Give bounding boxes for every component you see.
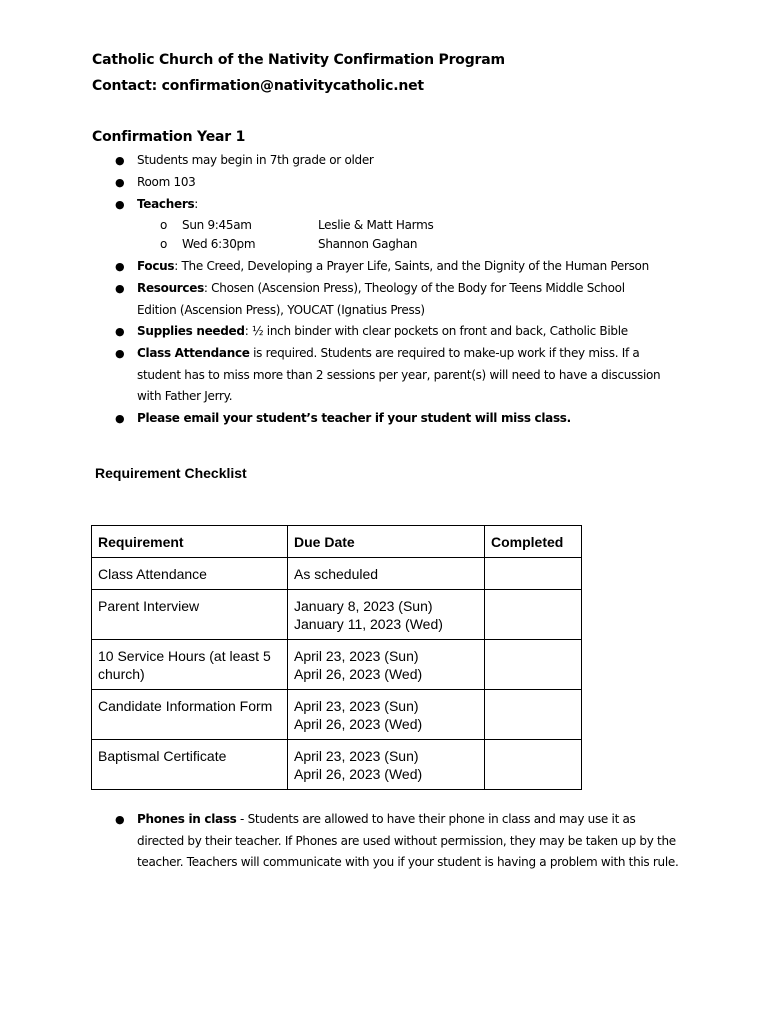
due-date-cell: As scheduled xyxy=(288,558,485,590)
column-header-due-date: Due Date xyxy=(288,526,485,558)
table-row xyxy=(92,558,582,590)
bullet-icon: ● xyxy=(115,198,125,211)
bullet-grade xyxy=(115,150,697,172)
column-header-completed: Completed xyxy=(485,526,582,558)
checklist-title: Requirement Checklist xyxy=(95,465,247,481)
circle-bullet-icon: o xyxy=(160,237,168,251)
bullet-icon: ● xyxy=(115,813,125,826)
table-row xyxy=(92,690,582,740)
bullet-icon: ● xyxy=(115,412,125,425)
completed-cell[interactable] xyxy=(485,558,582,590)
requirement-cell: Parent Interview xyxy=(92,590,288,640)
bullet-text: Room 103 xyxy=(137,175,196,189)
document-title: Catholic Church of the Nativity Confirmation Program xyxy=(92,52,505,68)
teacher-time: Wed 6:30pm xyxy=(182,237,256,251)
email-note: Please email your student’s teacher if your student will miss class. xyxy=(137,411,571,425)
bullet-attendance xyxy=(115,343,667,408)
requirement-table xyxy=(91,525,582,790)
requirement-cell: 10 Service Hours (at least 5 church) xyxy=(92,640,288,690)
bullet-supplies xyxy=(115,321,697,343)
column-header-requirement: Requirement xyxy=(92,526,288,558)
phones-label: Phones in class xyxy=(137,812,237,826)
table-row xyxy=(92,740,582,790)
teacher-names: Leslie & Matt Harms xyxy=(318,218,434,232)
supplies-text: : ½ inch binder with clear pockets on front and back, Catholic Bible xyxy=(244,324,628,338)
bullet-room xyxy=(115,172,697,194)
phones-text: - Students are allowed to have their phone in class and may use it as directed by their teacher. If Phones are used without permission, they may be taken up by the teacher. Teachers will communicate with you if your student is having a problem with this rule. xyxy=(137,812,679,869)
bullet-focus xyxy=(115,256,697,278)
bullet-icon: ● xyxy=(115,282,125,295)
requirement-cell: Class Attendance xyxy=(92,558,288,590)
requirement-cell: Baptismal Certificate xyxy=(92,740,288,790)
focus-label: Focus xyxy=(137,259,175,273)
completed-cell[interactable] xyxy=(485,690,582,740)
bullet-teachers: ● Teachers: xyxy=(137,194,697,216)
resources-label: Resources xyxy=(137,281,204,295)
completed-cell[interactable] xyxy=(485,590,582,640)
due-date-cell: January 8, 2023 (Sun) January 11, 2023 (Wed) xyxy=(288,590,485,640)
bullet-resources xyxy=(115,278,662,321)
teacher-row xyxy=(160,237,418,251)
teacher-row xyxy=(160,218,434,232)
bullet-icon: ● xyxy=(115,347,125,360)
table-row xyxy=(92,590,582,640)
bullet-phones xyxy=(115,809,682,874)
teachers-label: Teachers xyxy=(137,197,195,211)
due-date-cell: April 23, 2023 (Sun) April 26, 2023 (Wed) xyxy=(288,740,485,790)
completed-cell[interactable] xyxy=(485,640,582,690)
bullet-icon: ● xyxy=(115,154,125,167)
resources-text: : Chosen (Ascension Press), Theology of the Body for Teens Middle School Edition (Ascension Press), YOUCAT (Ignatius Press) xyxy=(137,281,625,317)
attendance-text: is required. Students are required to make-up work if they miss. If a student has to miss more than 2 sessions per year, parent(s) will need to have a discussion with Father Jerry. xyxy=(137,346,661,403)
contact-line: Contact: confirmation@nativitycatholic.net xyxy=(92,78,424,94)
circle-bullet-icon: o xyxy=(160,218,168,232)
bullet-icon: ● xyxy=(115,260,125,273)
due-date-cell: April 23, 2023 (Sun) April 26, 2023 (Wed) xyxy=(288,690,485,740)
supplies-label: Supplies needed xyxy=(137,324,245,338)
section-title: Confirmation Year 1 xyxy=(92,129,246,145)
completed-cell[interactable] xyxy=(485,740,582,790)
focus-text: : The Creed, Developing a Prayer Life, Saints, and the Dignity of the Human Person xyxy=(174,259,649,273)
teacher-names: Shannon Gaghan xyxy=(318,237,418,251)
bullet-icon: ● xyxy=(115,176,125,189)
bullet-icon: ● xyxy=(115,325,125,338)
bullet-email-note xyxy=(115,408,697,430)
table-header-row xyxy=(92,526,582,558)
requirement-cell: Candidate Information Form xyxy=(92,690,288,740)
due-date-cell: April 23, 2023 (Sun) April 26, 2023 (Wed) xyxy=(288,640,485,690)
attendance-label: Class Attendance xyxy=(137,346,250,360)
bullet-text: Students may begin in 7th grade or older xyxy=(137,153,374,167)
table-row xyxy=(92,640,582,690)
teacher-time: Sun 9:45am xyxy=(182,218,252,232)
